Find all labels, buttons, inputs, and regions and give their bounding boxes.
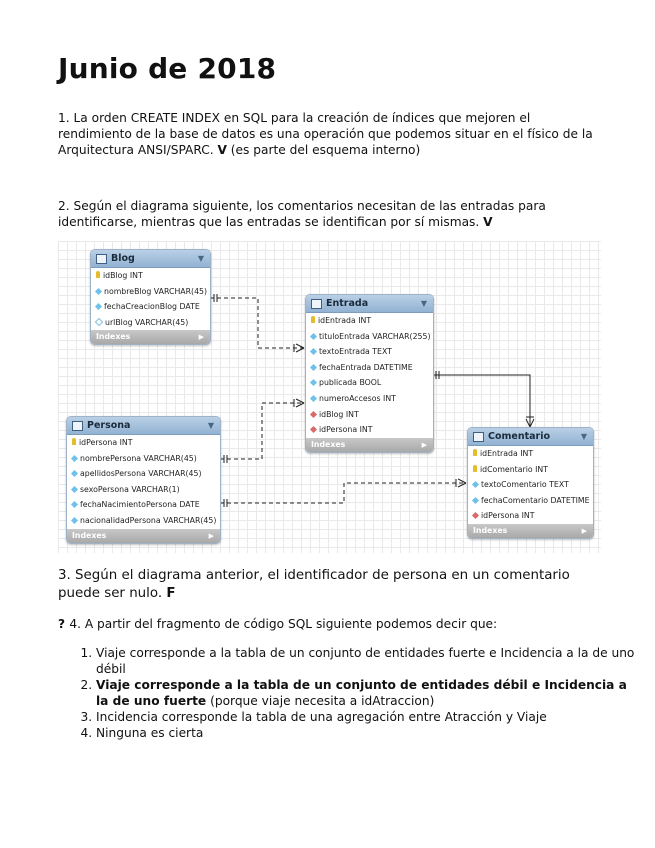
- column-icon: [71, 517, 78, 524]
- column-icon: [310, 364, 317, 371]
- column-label: fechaEntrada DATETIME: [319, 362, 413, 372]
- column-label: idBlog INT: [103, 271, 143, 280]
- indexes-label: Indexes: [311, 439, 346, 449]
- column-icon: [95, 288, 102, 295]
- question-1-answer: V: [217, 143, 227, 157]
- column-label: sexoPersona VARCHAR(1): [80, 484, 180, 494]
- column-label: idEntrada INT: [480, 449, 534, 458]
- chevron-down-icon[interactable]: ▼: [420, 299, 427, 308]
- column-label: tituloEntrada VARCHAR(255): [319, 331, 431, 341]
- nullable-column-icon: [95, 318, 103, 326]
- table-entrada-name: Entrada: [326, 298, 369, 309]
- option-4-text: Ninguna es cierta: [96, 726, 204, 740]
- column-icon: [310, 333, 317, 340]
- column-row: [67, 497, 220, 513]
- question-2-text: 2. Según el diagrama siguiente, los comentarios necesitan de las entradas para identificarse, mientras que las entradas se identifican por sí mismas.: [58, 199, 546, 229]
- column-label: fechaCreacionBlog DATE: [104, 302, 200, 312]
- column-row: [468, 462, 593, 478]
- column-row: [67, 451, 220, 467]
- column-label: idPersona INT: [481, 511, 535, 521]
- column-label: textoEntrada TEXT: [319, 347, 392, 357]
- table-icon: [311, 299, 322, 309]
- foreign-key-icon: [310, 426, 317, 433]
- column-row: [67, 482, 220, 498]
- table-comentario[interactable]: [467, 427, 594, 539]
- question-3: [58, 567, 603, 603]
- indexes-bar[interactable]: [91, 330, 210, 344]
- option-2: [96, 677, 641, 709]
- column-label: idEntrada INT: [318, 316, 372, 325]
- rel-persona-entrada: [220, 403, 304, 459]
- table-persona-name: Persona: [87, 420, 131, 431]
- expand-arrow-icon: ▶: [208, 531, 214, 540]
- column-label: numeroAccesos INT: [319, 393, 396, 403]
- column-row: [468, 446, 593, 462]
- table-entrada-header: [306, 295, 433, 313]
- option-1-text: Viaje corresponde a la tabla de un conjunto de entidades fuerte e Incidencia a la de uno débil: [96, 646, 635, 676]
- table-blog[interactable]: [90, 249, 211, 345]
- foreign-key-icon: [472, 512, 479, 519]
- column-row: [91, 315, 210, 331]
- column-label: fechaNacimientoPersona DATE: [80, 500, 200, 510]
- question-2-answer: V: [483, 215, 493, 229]
- indexes-bar[interactable]: [306, 438, 433, 452]
- column-label: textoComentario TEXT: [481, 480, 569, 490]
- column-label: nombreBlog VARCHAR(45): [104, 286, 208, 296]
- column-label: nombrePersona VARCHAR(45): [80, 453, 197, 463]
- column-icon: [71, 470, 78, 477]
- column-row: [306, 313, 433, 329]
- er-diagram: [58, 241, 601, 553]
- column-label: idComentario INT: [480, 464, 549, 474]
- rel-entrada-comentario: [432, 375, 530, 427]
- option-3-text: Incidencia corresponde la tabla de una agregación entre Atracción y Viaje: [96, 710, 547, 724]
- question-3-answer: F: [166, 586, 176, 601]
- rel-blog-entrada: [210, 298, 304, 348]
- column-icon: [472, 497, 479, 504]
- column-row: [91, 268, 210, 284]
- rel-persona-comentario: [220, 483, 466, 503]
- table-blog-header: [91, 250, 210, 268]
- column-icon: [95, 303, 102, 310]
- column-row: [67, 466, 220, 482]
- column-icon: [310, 395, 317, 402]
- table-blog-name: Blog: [111, 253, 135, 264]
- foreign-key-icon: [310, 411, 317, 418]
- column-label: idBlog INT: [319, 409, 359, 419]
- column-row: [468, 508, 593, 524]
- column-row: [306, 407, 433, 423]
- key-icon: [311, 316, 315, 323]
- table-entrada[interactable]: [305, 294, 434, 453]
- chevron-down-icon[interactable]: ▼: [207, 421, 214, 430]
- key-icon: [72, 438, 76, 445]
- column-icon: [472, 481, 479, 488]
- key-icon: [96, 271, 100, 278]
- column-label: nacionalidadPersona VARCHAR(45): [80, 515, 217, 525]
- question-4-marker: ?: [58, 617, 70, 631]
- expand-arrow-icon: ▶: [421, 440, 427, 449]
- column-row: [468, 477, 593, 493]
- question-1-text: 1. La orden CREATE INDEX en SQL para la creación de índices que mejoren el rendimiento de la base de datos es una operación que podemos situar en el físico de la Arquitectura ANSI/SPARC.: [58, 111, 593, 157]
- column-row: [306, 391, 433, 407]
- column-label: publicada BOOL: [319, 378, 382, 388]
- table-icon: [72, 421, 83, 431]
- answer-options: [58, 645, 641, 741]
- column-label: idPersona INT: [79, 438, 133, 447]
- column-row: [91, 299, 210, 315]
- column-row: [67, 513, 220, 529]
- indexes-label: Indexes: [473, 525, 508, 535]
- column-label: urlBlog VARCHAR(45): [105, 317, 189, 327]
- column-icon: [71, 501, 78, 508]
- option-4: [96, 725, 641, 741]
- column-label: apellidosPersona VARCHAR(45): [80, 469, 202, 479]
- column-icon: [71, 455, 78, 462]
- table-persona-header: [67, 417, 220, 435]
- column-icon: [310, 379, 317, 386]
- option-2-text: Viaje corresponde a la tabla de un conjunto de entidades débil e Incidencia a la de uno fuerte: [96, 678, 627, 708]
- table-persona[interactable]: [66, 416, 221, 544]
- table-comentario-header: [468, 428, 593, 446]
- expand-arrow-icon: ▶: [198, 333, 204, 342]
- table-comentario-name: Comentario: [488, 431, 551, 442]
- column-row: [306, 344, 433, 360]
- expand-arrow-icon: ▶: [581, 526, 587, 535]
- question-2: [58, 198, 603, 230]
- table-icon: [473, 432, 484, 442]
- column-icon: [71, 486, 78, 493]
- page-title: Junio de 2018: [58, 52, 277, 85]
- key-icon: [473, 465, 477, 472]
- option-1: [96, 645, 641, 677]
- column-row: [306, 329, 433, 345]
- question-4: [58, 616, 603, 632]
- column-row: [468, 493, 593, 509]
- indexes-bar[interactable]: [67, 529, 220, 543]
- question-1: [58, 110, 603, 158]
- column-row: [67, 435, 220, 451]
- column-row: [306, 375, 433, 391]
- column-row: [91, 284, 210, 300]
- question-1-note: (es parte del esquema interno): [226, 143, 421, 157]
- chevron-down-icon[interactable]: ▼: [580, 432, 587, 441]
- option-2-note: (porque viaje necesita a idAtraccion): [206, 694, 435, 708]
- table-icon: [96, 254, 107, 264]
- indexes-label: Indexes: [72, 530, 107, 540]
- question-4-text: 4. A partir del fragmento de código SQL siguiente podemos decir que:: [69, 617, 498, 631]
- column-label: idPersona INT: [319, 425, 373, 435]
- column-row: [306, 422, 433, 438]
- column-row: [306, 360, 433, 376]
- question-3-text: 3. Según el diagrama anterior, el identificador de persona en un comentario puede ser nulo.: [58, 568, 570, 601]
- indexes-label: Indexes: [96, 332, 131, 342]
- chevron-down-icon[interactable]: ▼: [197, 254, 204, 263]
- indexes-bar[interactable]: [468, 524, 593, 538]
- key-icon: [473, 449, 477, 456]
- option-3: [96, 709, 641, 725]
- column-icon: [310, 348, 317, 355]
- column-label: fechaComentario DATETIME: [481, 495, 590, 505]
